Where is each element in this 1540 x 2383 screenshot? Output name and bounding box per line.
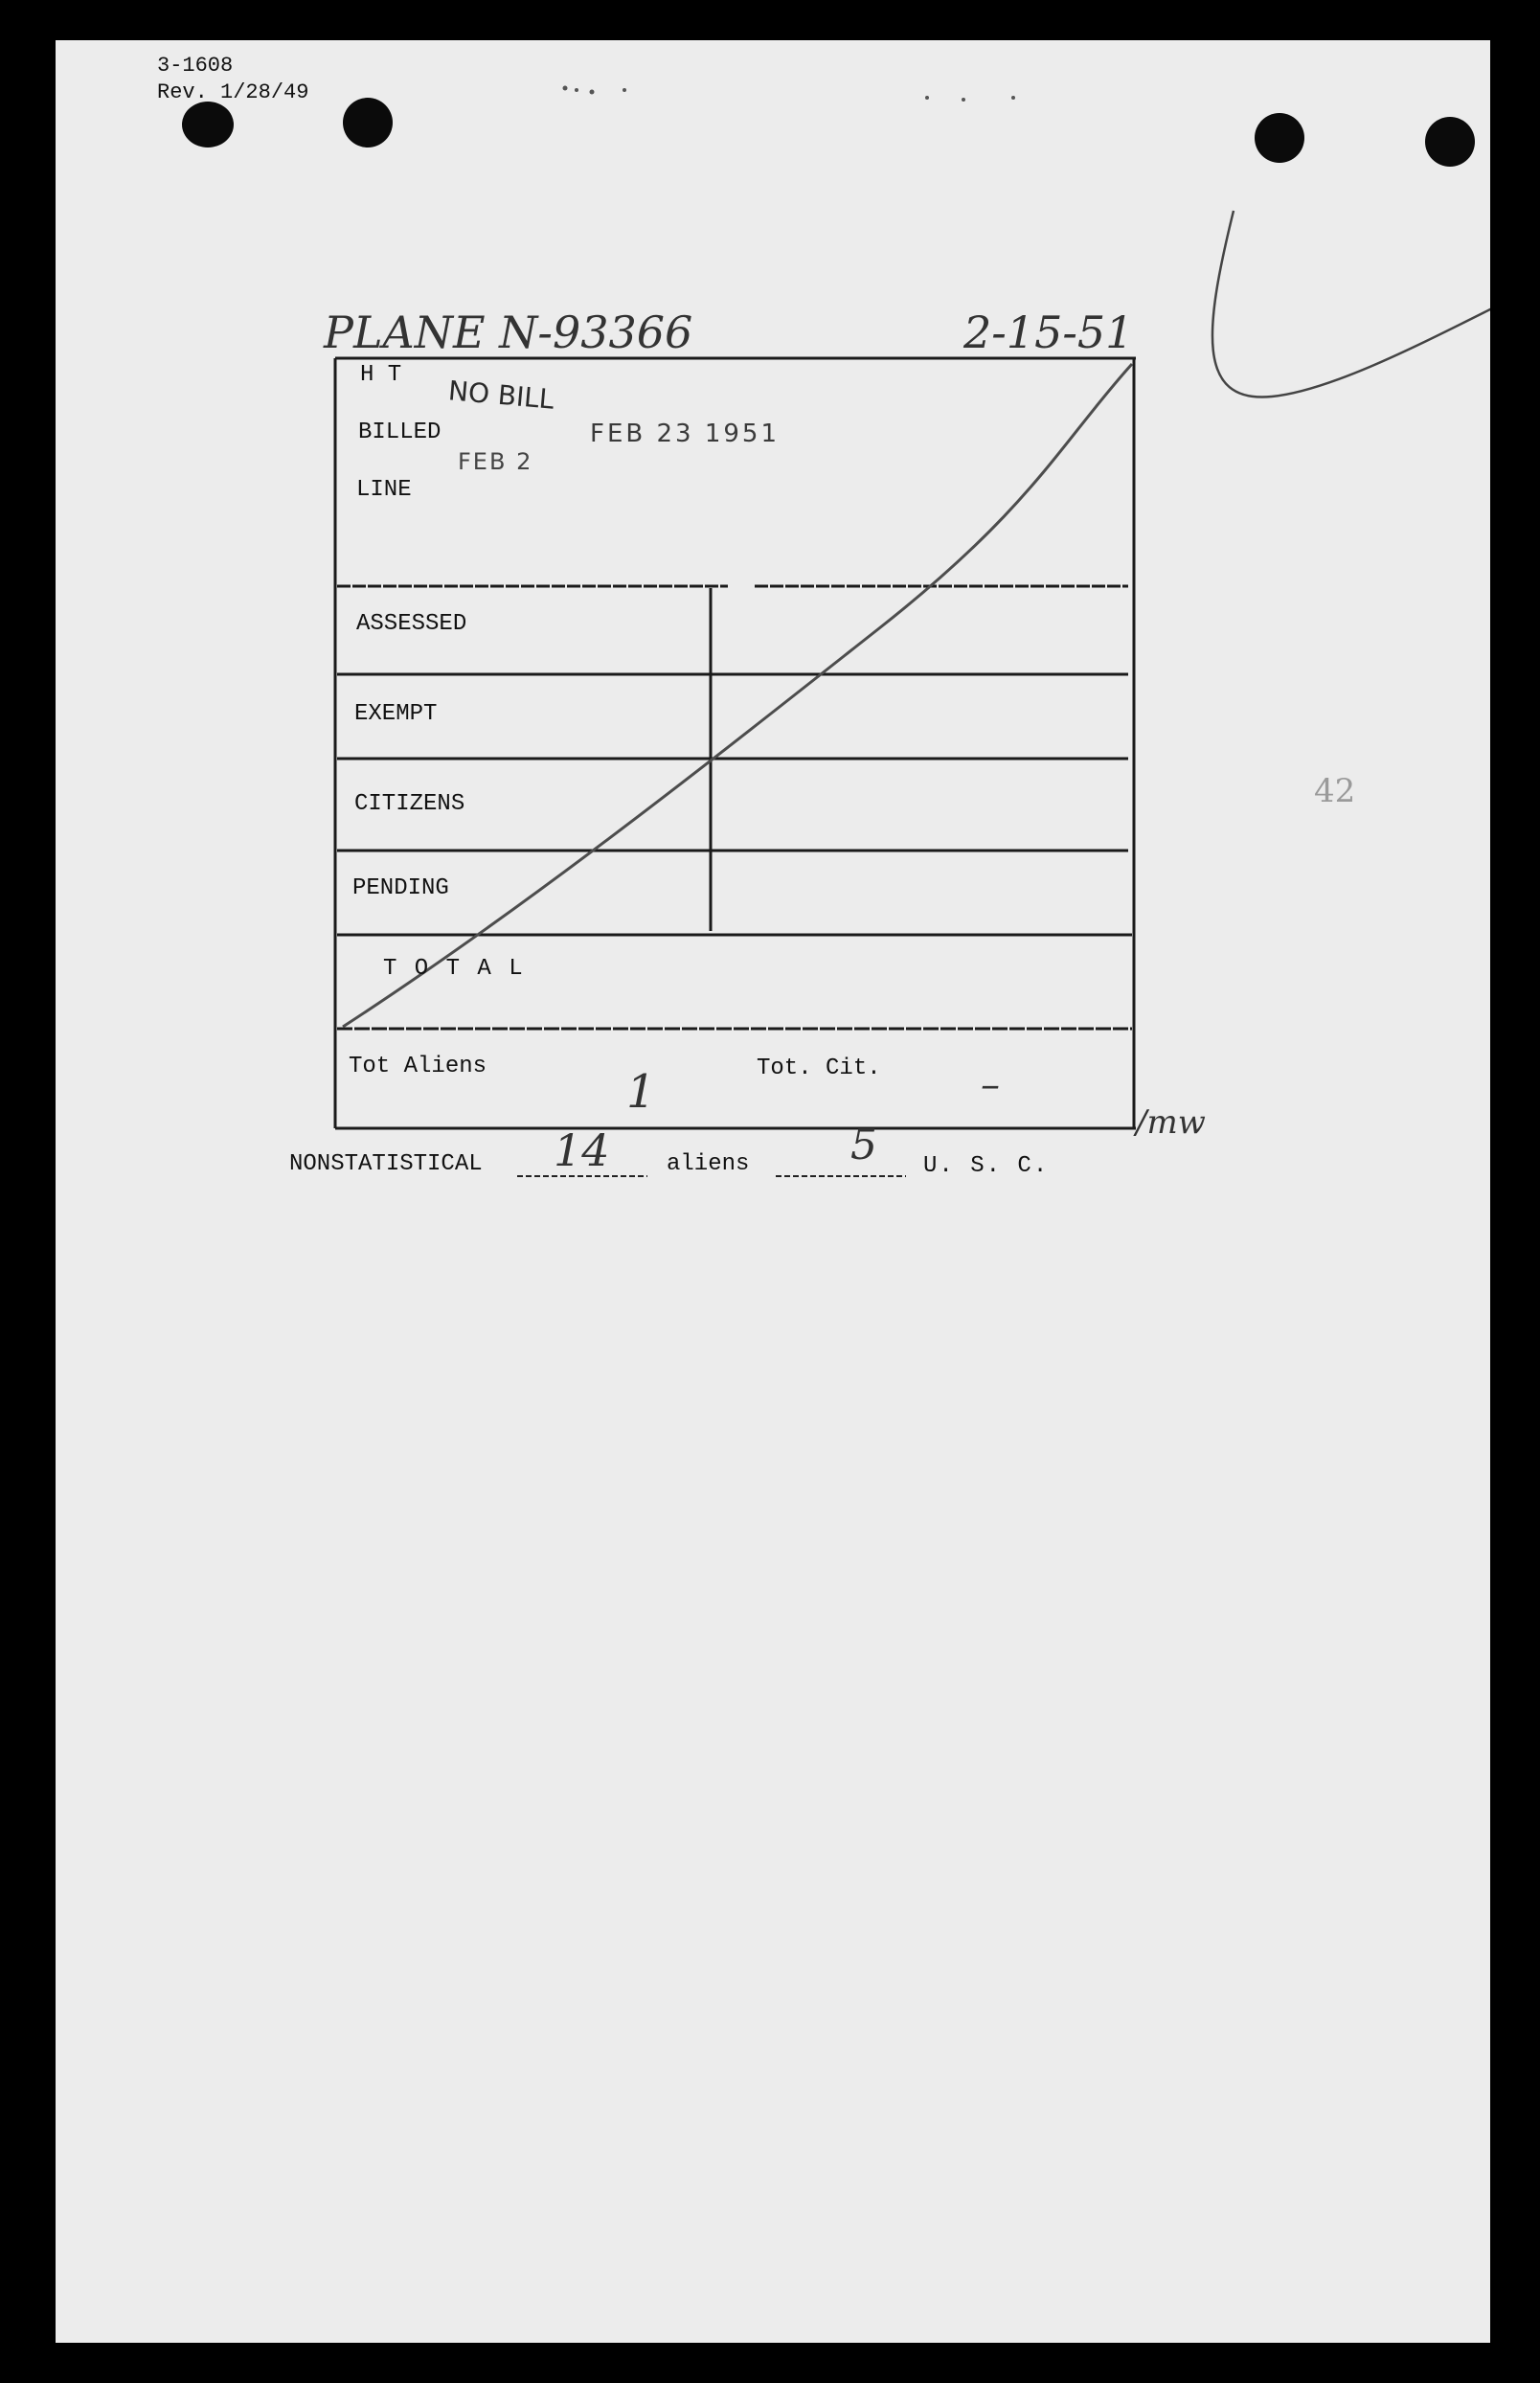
document-sheet — [56, 40, 1490, 2343]
form-table-lines — [56, 40, 1490, 2343]
initials: /mw — [1136, 1103, 1206, 1142]
no-bill-stamp: NO BILL — [446, 374, 555, 416]
form-number: 3-1608 — [157, 54, 234, 78]
value-tot-cit: – — [981, 1063, 1000, 1107]
nonstatistical-label: NONSTATISTICAL — [289, 1151, 483, 1177]
nonstatistical-aliens-value: 14 — [554, 1124, 610, 1176]
label-assessed: ASSESSED — [356, 611, 467, 637]
label-total: T O T A L — [383, 956, 525, 982]
form-revision: Rev. 1/28/49 — [157, 80, 309, 104]
header-date: 2-15-51 — [963, 306, 1134, 358]
label-exempt: EXEMPT — [354, 701, 438, 727]
aliens-label: aliens — [667, 1151, 750, 1177]
plane-number: PLANE N-93366 — [324, 306, 693, 358]
nonstatistical-usc-value: 5 — [850, 1121, 877, 1169]
usc-label: U. S. C. — [923, 1153, 1050, 1179]
label-pending: PENDING — [352, 875, 449, 901]
label-ht: H T — [360, 362, 402, 388]
label-line: LINE — [356, 477, 412, 503]
value-tot-aliens: 1 — [626, 1065, 656, 1119]
label-citizens: CITIZENS — [354, 791, 465, 817]
date-stamp-partial: FEB 2 — [458, 448, 533, 475]
date-stamp: FEB 23 1951 — [590, 420, 781, 448]
label-tot-cit: Tot. Cit. — [757, 1055, 881, 1081]
label-billed: BILLED — [358, 420, 442, 445]
label-tot-aliens: Tot Aliens — [349, 1054, 487, 1079]
pencil-mark — [1212, 211, 1490, 397]
page-number: 42 — [1314, 772, 1356, 810]
